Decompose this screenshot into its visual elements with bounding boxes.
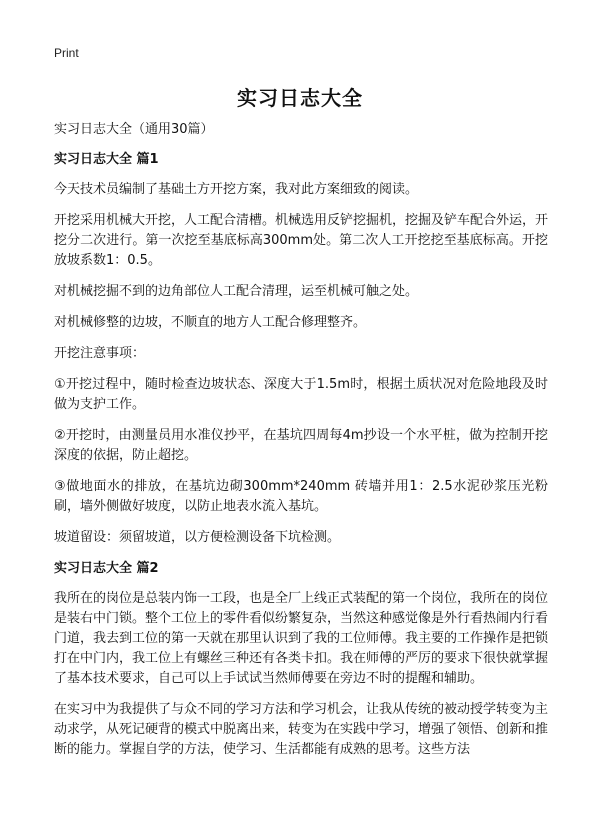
page-title: 实习日志大全 (237, 86, 363, 110)
print-label[interactable]: Print (54, 46, 79, 60)
paragraph: 今天技术员编制了基础土方开挖方案，我对此方案细致的阅读。 (54, 182, 419, 197)
paragraph: ③做地面水的排放，在基坑边砌300mm*240mm 砖墙并用1：2.5水泥砂浆压光粉刷，墙外侧做好坡度，以防止地表水流入基坑。 (54, 479, 548, 514)
section-heading-2: 实习日志大全 篇2 (54, 561, 159, 576)
paragraph: 我所在的岗位是总装内饰一工段，也是全厂上线正式装配的第一个岗位，我所在的岗位是装右中门锁。整个工位上的零件看似纷繁复杂，当然这种感觉像是外行看热闹内行看门道，我去到工位的第一天就在那里认识到了我的工位师傅。我主要的工作操作是把锁打在中门内，我工位上有螺丝三种还有各类卡扣。我在师傅的严厉的要求下很快就掌握了基本技术要求，自己可以上手试试当然师傅要在旁边不时的提醒和辅助。 (54, 591, 549, 686)
paragraph: 在实习中为我提供了与众不同的学习方法和学习机会，让我从传统的被动授学转变为主动求学，从死记硬背的模式中脱离出来，转变为在实践中学习，增强了领悟、创新和推断的能力。掌握自学的方法，使学习、生活都能有成熟的思考。这些方法 (54, 702, 549, 757)
paragraph: 开挖采用机械大开挖，人工配合清槽。机械选用反铲挖掘机，挖掘及铲车配合外运，开挖分二次进行。第一次挖至基底标高300mm处。第二次人工开挖挖至基底标高。开挖放坡系数1：0.5。 (54, 213, 549, 268)
document-subtitle: 实习日志大全（通用30篇） (54, 122, 214, 137)
paragraph: 坡道留设：须留坡道，以方便检测设备下坑检测。 (54, 530, 341, 545)
paragraph: 开挖注意事项： (54, 346, 146, 361)
paragraph: ②开挖时，由测量员用水准仪抄平，在基坑四周每4m抄设一个水平桩，做为控制开挖深度的依据，防止超挖。 (54, 428, 548, 463)
section-heading-1: 实习日志大全 篇1 (54, 152, 159, 167)
paragraph: ①开挖过程中，随时检查边坡状态、深度大于1.5m时，根据土质状况对危险地段及时做为支护工作。 (54, 377, 548, 412)
paragraph: 对机械挖掘不到的边角部位人工配合清理，运至机械可触之处。 (54, 284, 419, 299)
paragraph: 对机械修整的边坡，不顺直的地方人工配合修理整齐。 (54, 315, 367, 330)
document-body (54, 120, 548, 771)
